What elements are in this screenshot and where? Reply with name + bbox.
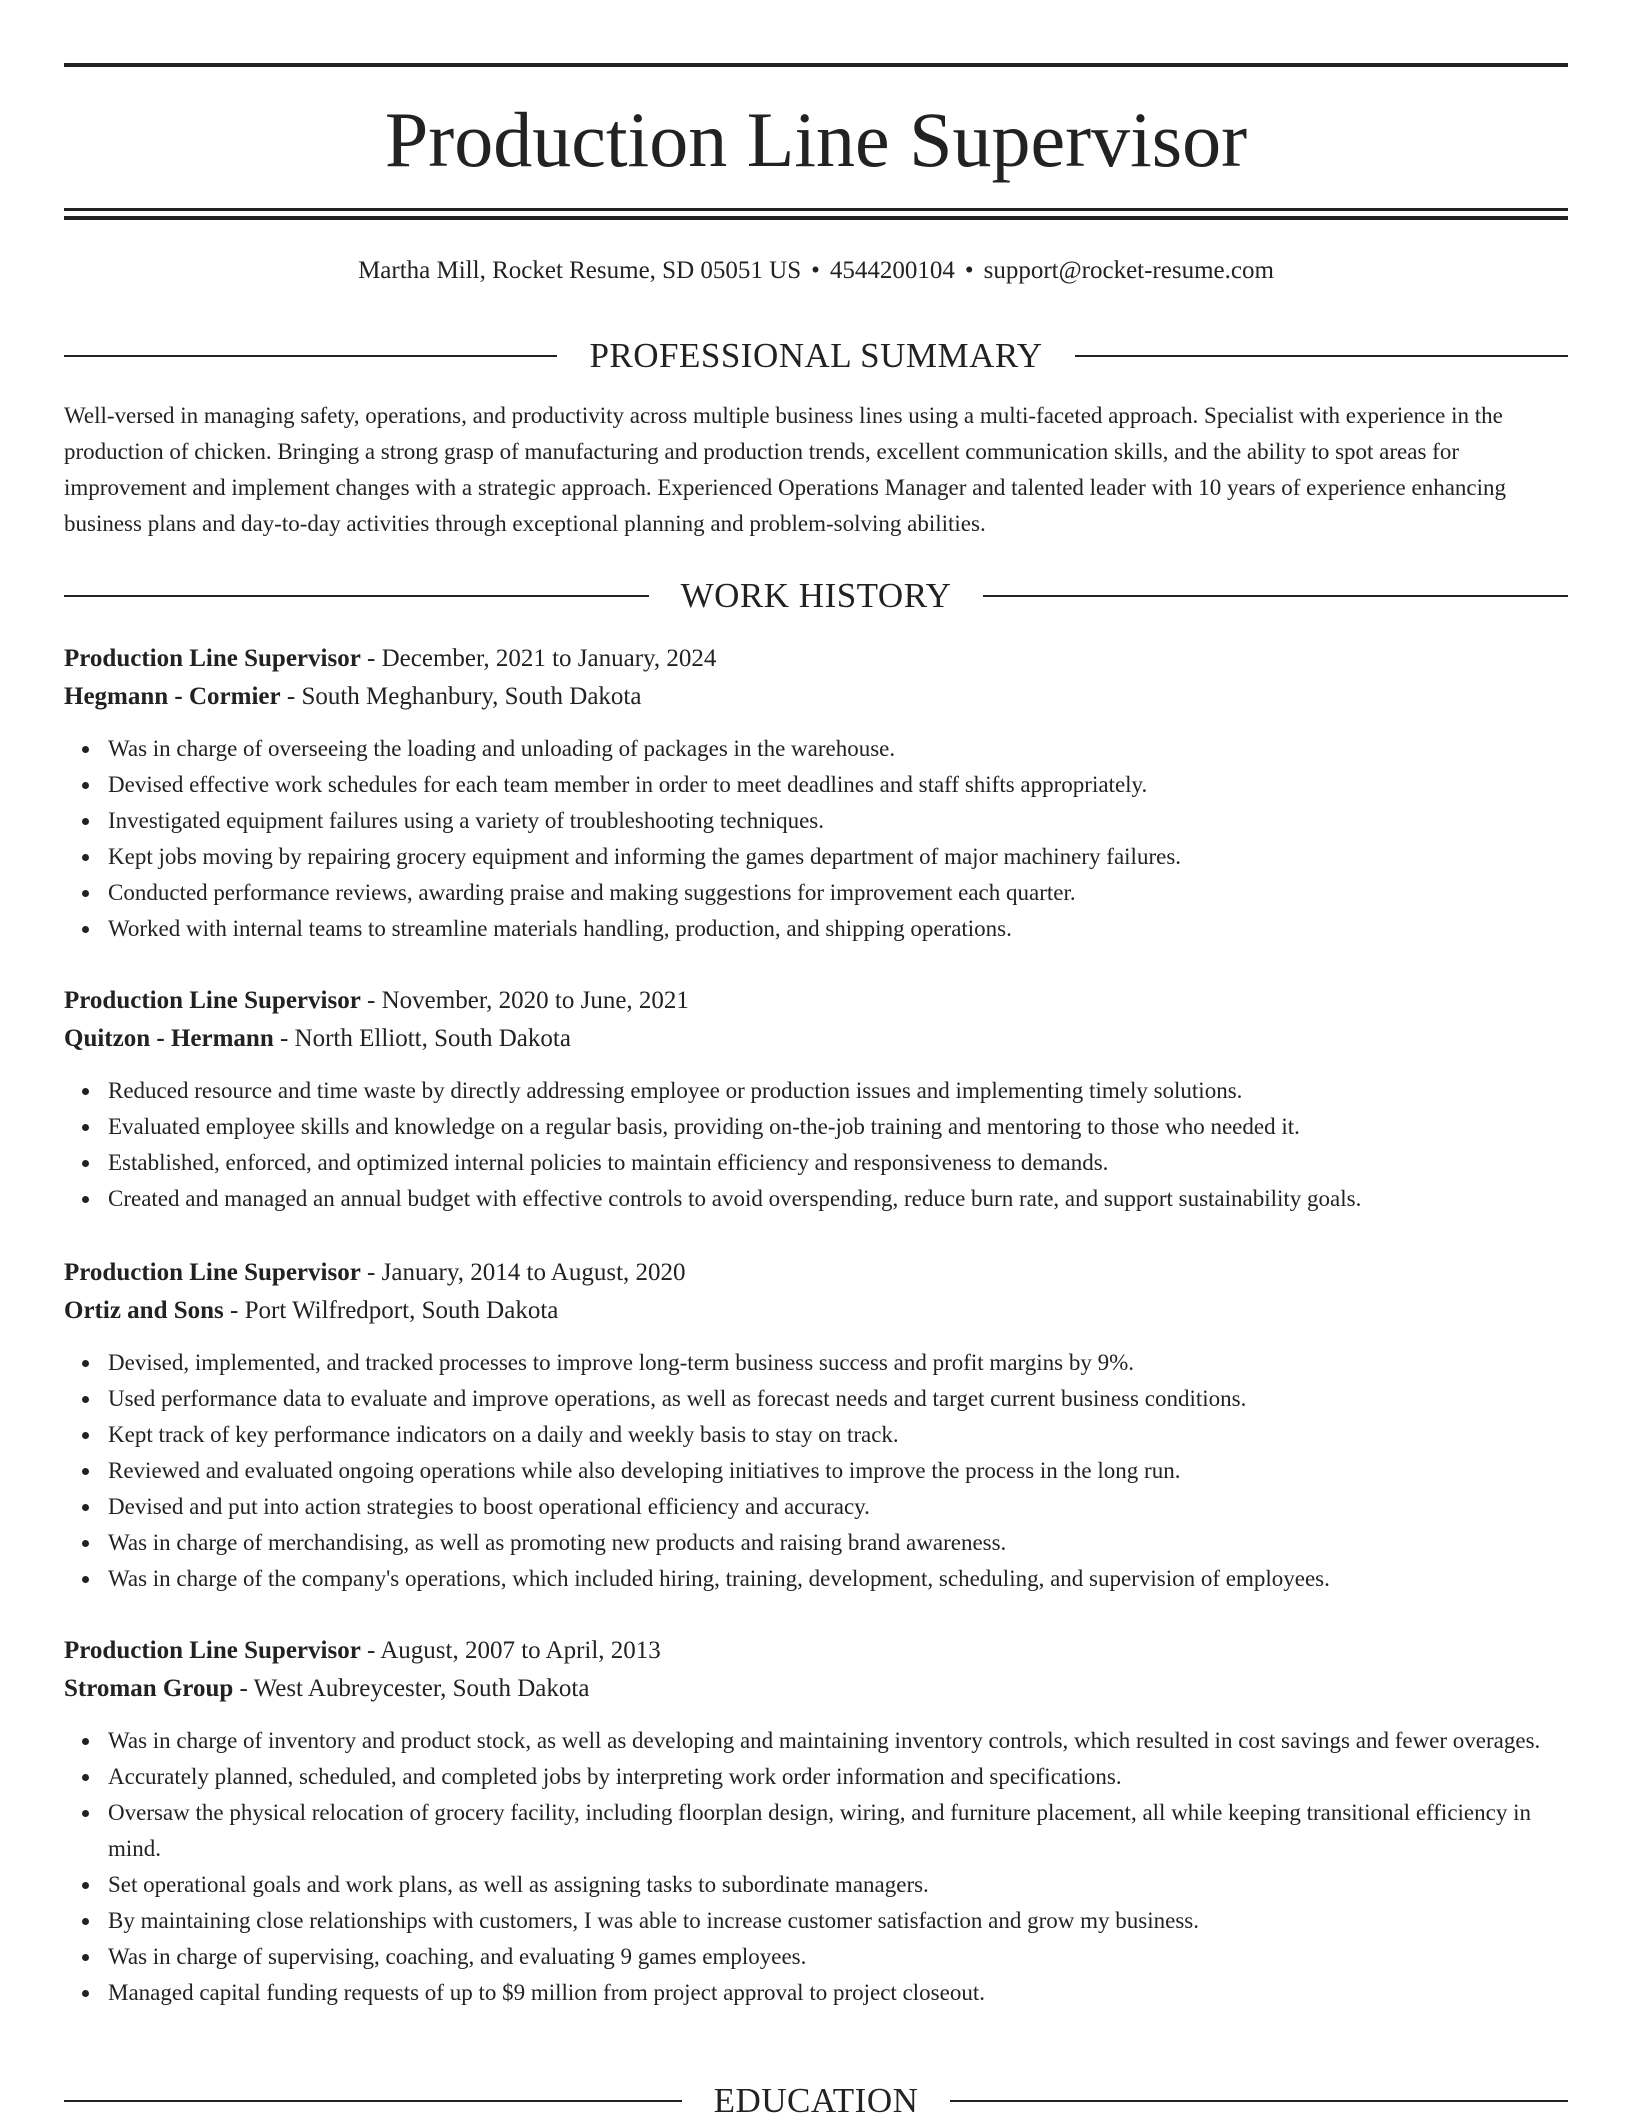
list-item: Was in charge of the company's operations, which included hiring, training, development, scheduling, and supervision of employees. (108, 1561, 1568, 1597)
job-company-line (64, 1293, 1568, 1329)
job-title-line (64, 1255, 1568, 1291)
list-item: Reviewed and evaluated ongoing operations while also developing initiatives to improve the process in the long run. (108, 1453, 1568, 1489)
list-item: Used performance data to evaluate and improve operations, as well as forecast needs and target current business conditions. (108, 1381, 1568, 1417)
job-entry (64, 1633, 1568, 2011)
contact-phone: 4544200104 (829, 257, 955, 284)
list-item: Conducted performance reviews, awarding praise and making suggestions for improvement each quarter. (108, 875, 1568, 911)
top-rule (64, 63, 1568, 67)
section-rule (983, 595, 1568, 597)
job-entry (64, 983, 1568, 1217)
list-item: Reduced resource and time waste by directly addressing employee or production issues and implementing timely solutions. (108, 1073, 1568, 1109)
job-title-line (64, 983, 1568, 1019)
section-header-work (64, 574, 1568, 618)
list-item: Investigated equipment failures using a variety of troubleshooting techniques. (108, 803, 1568, 839)
job-entry (64, 641, 1568, 947)
list-item: Kept track of key performance indicators on a daily and weekly basis to stay on track. (108, 1417, 1568, 1453)
section-title: EDUCATION (713, 2081, 919, 2120)
list-item: Managed capital funding requests of up to $9 million from project approval to project closeout. (108, 1975, 1568, 2011)
section-rule (64, 595, 649, 597)
job-dates: - January, 2014 to August, 2020 (360, 1259, 686, 1286)
list-item: Oversaw the physical relocation of grocery facility, including floorplan design, wiring, and furniture placement, all while keeping transitional efficiency in mind. (108, 1795, 1568, 1867)
job-title: Production Line Supervisor (64, 1259, 361, 1286)
job-title-line (64, 1633, 1568, 1669)
summary-text: Well-versed in managing safety, operations, and productivity across multiple business lines using a multi-faceted approach. Specialist with experience in the production of chicken. Bringing a strong grasp of manufacturing and production trends, excellent communication skills, and the ability to spot areas for improvement and implement changes with a strategic approach. Experienced Operations Manager and talented leader with 10 years of experience enhancing business plans and day-to-day activities through exceptional planning and problem-solving abilities. (64, 403, 1507, 536)
job-title-line (64, 641, 1568, 677)
job-dates: - November, 2020 to June, 2021 (360, 987, 689, 1014)
section-header-education (64, 2079, 1568, 2123)
job-company-line (64, 1671, 1568, 1707)
list-item: Accurately planned, scheduled, and completed jobs by interpreting work order information and specifications. (108, 1759, 1568, 1795)
list-item: Created and managed an annual budget with effective controls to avoid overspending, reduce burn rate, and support sustainability goals. (108, 1181, 1568, 1217)
list-item: Established, enforced, and optimized internal policies to maintain efficiency and responsiveness to demands. (108, 1145, 1568, 1181)
section-title: PROFESSIONAL SUMMARY (589, 336, 1043, 375)
job-title: Production Line Supervisor (64, 1637, 361, 1664)
list-item: Was in charge of merchandising, as well as promoting new products and raising brand awareness. (108, 1525, 1568, 1561)
contact-line (64, 253, 1568, 289)
job-location: - South Meghanbury, South Dakota (280, 683, 642, 710)
section-rule (64, 355, 557, 357)
job-company: Quitzon - Hermann (64, 1025, 274, 1052)
job-location: - Port Wilfredport, South Dakota (223, 1297, 559, 1324)
list-item: Was in charge of overseeing the loading and unloading of packages in the warehouse. (108, 731, 1568, 767)
job-location: - North Elliott, South Dakota (273, 1025, 571, 1052)
section-rule (64, 2100, 682, 2102)
contact-separator: • (811, 257, 820, 284)
title-rule-upper (64, 208, 1568, 211)
job-company-line (64, 679, 1568, 715)
list-item: Worked with internal teams to streamline materials handling, production, and shipping operations. (108, 911, 1568, 947)
job-bullets (64, 1723, 1568, 2011)
section-rule (950, 2100, 1568, 2102)
job-company-line (64, 1021, 1568, 1057)
section-header-summary (64, 334, 1568, 378)
title-rule-lower (64, 216, 1568, 220)
list-item: Devised, implemented, and tracked processes to improve long-term business success and profit margins by 9%. (108, 1345, 1568, 1381)
section-rule (1075, 355, 1568, 357)
job-bullets (64, 1073, 1568, 1217)
section-title: WORK HISTORY (680, 576, 952, 615)
job-dates: - December, 2021 to January, 2024 (360, 645, 717, 672)
list-item: By maintaining close relationships with customers, I was able to increase customer satisfaction and grow my business. (108, 1903, 1568, 1939)
job-company: Ortiz and Sons (64, 1297, 224, 1324)
contact-email: support@rocket-resume.com (983, 257, 1274, 284)
job-company: Stroman Group (64, 1675, 234, 1702)
job-location: - West Aubreycester, South Dakota (233, 1675, 590, 1702)
page-title: Production Line Supervisor (384, 96, 1248, 183)
list-item: Kept jobs moving by repairing grocery equipment and informing the games department of major machinery failures. (108, 839, 1568, 875)
list-item: Was in charge of inventory and product stock, as well as developing and maintaining inventory controls, which resulted in cost savings and fewer overages. (108, 1723, 1568, 1759)
job-bullets (64, 731, 1568, 947)
list-item: Set operational goals and work plans, as well as assigning tasks to subordinate managers. (108, 1867, 1568, 1903)
job-company: Hegmann - Cormier (64, 683, 281, 710)
contact-separator: • (964, 257, 974, 284)
list-item: Devised and put into action strategies to boost operational efficiency and accuracy. (108, 1489, 1568, 1525)
list-item: Was in charge of supervising, coaching, and evaluating 9 games employees. (108, 1939, 1568, 1975)
list-item: Devised effective work schedules for each team member in order to meet deadlines and staff shifts appropriately. (108, 767, 1568, 803)
job-title: Production Line Supervisor (64, 645, 361, 672)
contact-address: Martha Mill, Rocket Resume, SD 05051 US (358, 257, 802, 284)
job-title: Production Line Supervisor (64, 987, 361, 1014)
list-item: Evaluated employee skills and knowledge on a regular basis, providing on-the-job training and mentoring to those who needed it. (108, 1109, 1568, 1145)
job-dates: - August, 2007 to April, 2013 (360, 1637, 661, 1664)
job-bullets (64, 1345, 1568, 1597)
job-entry (64, 1255, 1568, 1597)
